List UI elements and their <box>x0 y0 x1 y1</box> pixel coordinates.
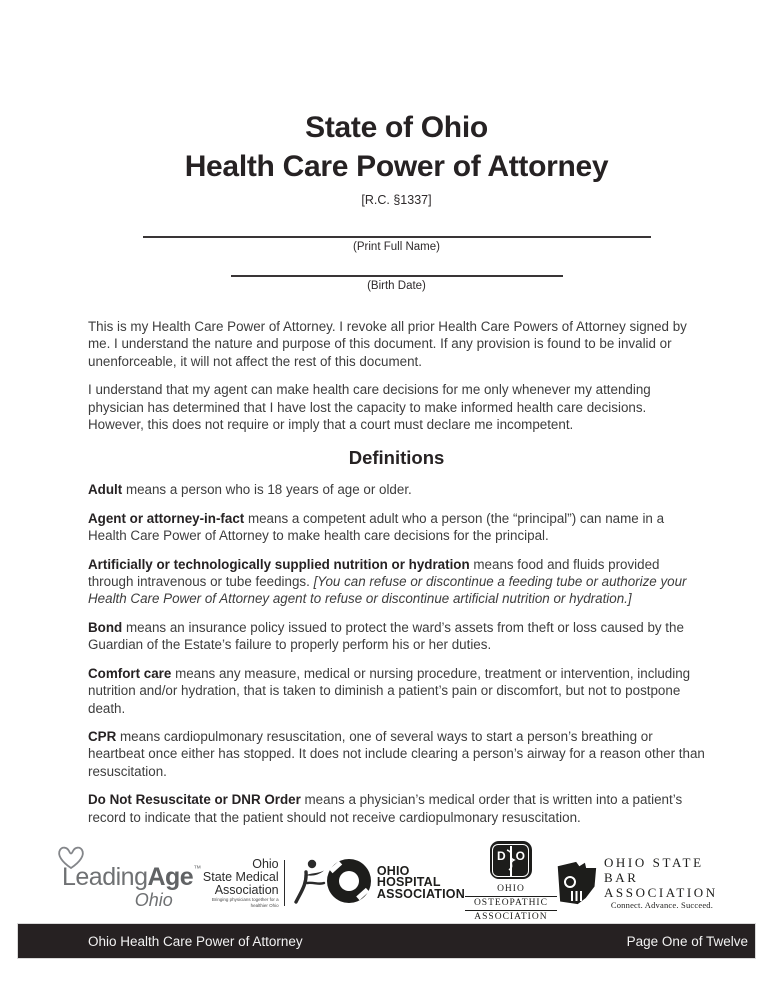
definition-text: means food and fluids provided through intravenous or tube feedings. <box>88 556 660 590</box>
ohio-state-bar-association-logo <box>557 855 720 911</box>
osma-divider <box>284 860 285 906</box>
leadingage-word-light: Leading <box>62 863 148 891</box>
birth-date-input-line[interactable] <box>231 275 563 277</box>
leadingage-wordmark <box>62 856 201 890</box>
intro-paragraph: This is my Health Care Power of Attorney. I revoke all prior Health Care Powers of Attorney signed by me. I understand the nature and purpose of this document. If any provision is found to be invalid or unenforceable, it will not affect the rest of this document. <box>88 319 687 369</box>
osba-line: ASSOCIATION <box>603 885 718 900</box>
trademark-symbol: ™ <box>193 864 201 873</box>
osba-line: OHIO STATE BAR <box>603 855 704 885</box>
ooa-letter-d: D <box>496 849 506 863</box>
oha-line: HOSPITAL <box>376 875 441 890</box>
osma-line: State Medical <box>202 869 279 884</box>
definition-text: means cardiopulmonary resuscitation, one of several ways to start a person’s breathing or heartbeat once either has stopped. It does not include clearing a person’s airway for a reason other than resuscitation. <box>88 728 705 779</box>
definition-text: means a person who is 18 years of age or older. <box>122 482 412 498</box>
ooa-text <box>465 883 557 925</box>
title-line-2: Health Care Power of Attorney <box>184 150 609 183</box>
title-line-1: State of Ohio <box>305 111 488 144</box>
footer-page-number: Page One of Twelve <box>626 933 748 949</box>
definition-item <box>88 791 705 826</box>
definition-term: Artificially or technologically supplied nutrition or hydration <box>88 556 470 572</box>
page-title <box>88 108 705 186</box>
osma-tagline: Bringing physicians together for a healthier Ohio <box>211 896 279 908</box>
ooa-letter-o: O <box>515 849 525 863</box>
definitions-heading: Definitions <box>348 447 445 469</box>
definition-item <box>88 665 705 717</box>
osba-tagline: Connect. Advance. Succeed. <box>610 900 714 910</box>
definition-text: means an insurance policy issued to protect the ward’s assets from theft or loss caused by the Guardian of the Estate’s failure to properly perform his or her duties. <box>88 619 684 653</box>
definition-text: means a competent adult who a person (the “principal”) can name in a Health Care Power of Attorney to make health care decisions for the principal. <box>88 510 665 544</box>
definition-note-italic: [You can refuse or discontinue a feeding tube or authorize your Health Care Power of Attorney agent to refuse or discontinue artificial nutrition or hydration.] <box>88 574 687 607</box>
ooa-line: OHIO <box>465 883 557 897</box>
definition-item <box>88 728 705 780</box>
definition-text: means a physician’s medical order that is written into a patient’s record to indicate that the patient should not receive cardiopulmonary resuscitation. <box>88 792 683 825</box>
osma-line: Ohio <box>252 856 279 871</box>
definition-item <box>88 556 705 608</box>
definition-item <box>88 481 705 498</box>
do-badge-icon <box>490 841 532 879</box>
full-name-input-line[interactable] <box>143 236 651 238</box>
birth-date-field-label: (Birth Date) <box>367 280 426 292</box>
sponsor-logo-strip <box>62 846 720 920</box>
leadingage-word-bold: Age <box>147 863 194 891</box>
running-figure-icon <box>288 857 326 910</box>
ohio-hospital-association-logo <box>326 858 465 909</box>
ooa-line: ASSOCIATION <box>465 911 557 925</box>
oha-line: ASSOCIATION <box>376 886 465 901</box>
ohio-state-medical-association-logo <box>201 857 326 910</box>
oha-ring-icon <box>326 858 372 909</box>
definition-item <box>88 510 705 545</box>
ooa-line: OSTEOPATHIC <box>465 897 557 911</box>
definition-item <box>88 619 705 654</box>
osma-text <box>201 858 279 909</box>
osba-state-emblem-icon <box>557 861 597 905</box>
definition-term: Bond <box>88 619 123 635</box>
oha-line: OHIO <box>376 863 410 878</box>
definition-term: CPR <box>88 728 117 744</box>
osma-line: Association <box>214 882 279 897</box>
leadingage-ohio-logo <box>62 856 201 910</box>
definition-text: means any measure, medical or nursing procedure, treatment or intervention, including nutrition and/or hydration, that is taken to diminish a patient’s pain or discomfort, but not to postpone death. <box>88 665 691 716</box>
ohio-osteopathic-association-logo <box>465 841 557 925</box>
definition-term: Do Not Resuscitate or DNR Order <box>88 792 301 808</box>
full-name-field-label: (Print Full Name) <box>353 241 440 253</box>
heart-outline-icon <box>56 844 86 876</box>
staff-of-aesculapius-icon <box>505 845 517 882</box>
page-footer-bar <box>18 924 755 958</box>
footer-document-title: Ohio Health Care Power of Attorney <box>88 933 303 949</box>
statute-citation: [R.C. §1337] <box>361 193 432 207</box>
leadingage-ohio-label: Ohio <box>134 890 173 910</box>
definition-term: Agent or attorney-in-fact <box>88 510 245 526</box>
osba-text <box>604 855 720 911</box>
intro-paragraph: I understand that my agent can make health care decisions for me only whenever my attending physician has determined that I have lost the capacity to make informed health care decisions. However, this does not require or imply that a court must declare me incompetent. <box>88 382 651 433</box>
oha-text <box>376 863 465 901</box>
definition-term: Adult <box>88 482 123 498</box>
definition-term: Comfort care <box>88 665 172 681</box>
